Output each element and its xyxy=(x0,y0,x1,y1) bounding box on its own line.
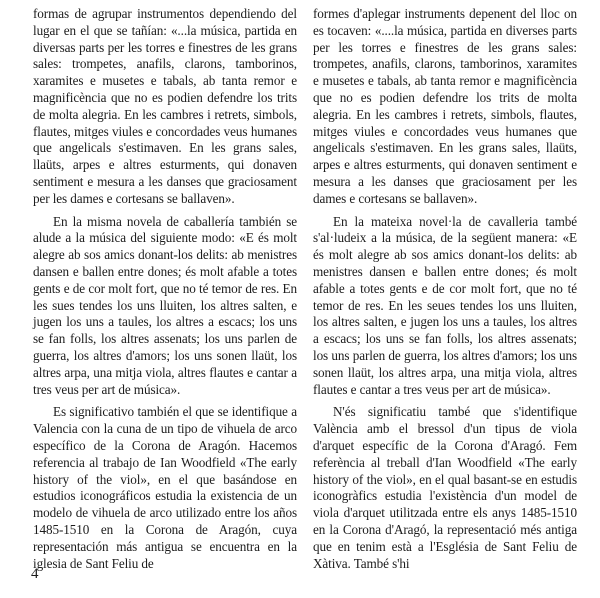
page-number: 4 xyxy=(31,566,39,582)
paragraph: En la mateixa novel·la de cavalleria també s'al·ludeix a la música, de la següent manera: «E és molt alegre ab sos amics donant-los delits: ab menistres dansen e ballen entre dones; és molt afable a totes gents e de cor molt fort, que no té temor de res. En les seues tendes los uns lluiten, los altres salten, e jugen los uns a taules, los altres a escacs; los uns se fan folls, los altres assenats; los uns parlen de guerra, los altres d'amors; los uns sonen llaüt, los altres arpa, una mitja viola, altres flautes e cantar a tres veus per art de música». xyxy=(313,213,577,397)
paragraph: formas de agrupar instrumentos dependiendo del lugar en el que se tañían: «...la música, partida en diversas parts per les torres e finestres de les grans sales: trompetes, anafils, clarons, tamborinos, xaramites e musetes e tabals, ab tanta remor e magnificència que no es podien defendre los trits de molta alegria. En les cambres i retrets, simbols, flautes, mitges viules e concordades veus humanes que angelicals s'estimaven. En les grans sales, llaüts, arpes e altres esturments, qui donaven sentiment e mesura a les danses que graciosament per les dames e cortesans se ballaven». xyxy=(33,6,297,206)
paragraph: En la misma novela de caballería también se alude a la música del siguiente modo: «E és molt alegre ab sos amics donant-los delits: ab menistres dansen e ballen entre dones; és molt afable a totes gents e de cor molt fort, que no té temor de res. En les sues tendes los uns lluiten, los altres salten, e jugen los uns a taules, los altres a escacs; los uns se fan folls, los altres assenats; los uns parlen de guerra, los altres d'amors; los uns sonen llaüt, los altres arpa, una mitja viola, altres flautes e cantar a tres veus per art de música». xyxy=(33,213,297,397)
left-column-spanish xyxy=(33,6,297,578)
paragraph: N'és significatiu també que s'identifique València amb el bressol d'un tipus de viola d'arquet específic de la Corona d'Aragó. Fem referència al treball d'Ian Woodfield «The early history of the viol», en el qual basant-se en estudis iconogràfics estudia l'existència d'un model de viola d'arquet utilitzada entre els anys 1485-1510 en la Corona d'Aragó, la representació més antiga que en tenim està a l'Església de Sant Feliu de Xàtiva. També s'hi xyxy=(313,404,577,571)
right-column-catalan xyxy=(313,6,577,578)
paragraph: Es significativo también el que se identifique a Valencia con la cuna de un tipo de vihuela de arco específico de la Corona de Aragón. Hacemos referencia al trabajo de Ian Woodfield «The early history of the viol», en el que basándose en estudios iconográficos estudia la existencia de un modelo de vihuela de arco utilizado entre los años 1485-1510 en la Corona de Aragón, cuya representación más antigua se encuentra en la iglesia de Sant Feliu de xyxy=(33,404,297,571)
paragraph: formes d'aplegar instruments depenent del lloc on es tocaven: «....la música, partida en diverses parts per les torres e finestres de les grans sales: trompetes, anafils, clarons, tamborinos, xaramites e musetes e tabals, ab tanta remor e magnificència que no es podien defendre los trits de molta alegria. En les cambres i retrets, simbols, flautes, mitges viules e concordades veus humanes que angelicals s'estimaven. En les grans sales, llaüts, arpes e altres esturments, qui donaven sentiment e mesura a les danses que graciosament per les dames e cortesans se ballaven». xyxy=(313,6,577,206)
